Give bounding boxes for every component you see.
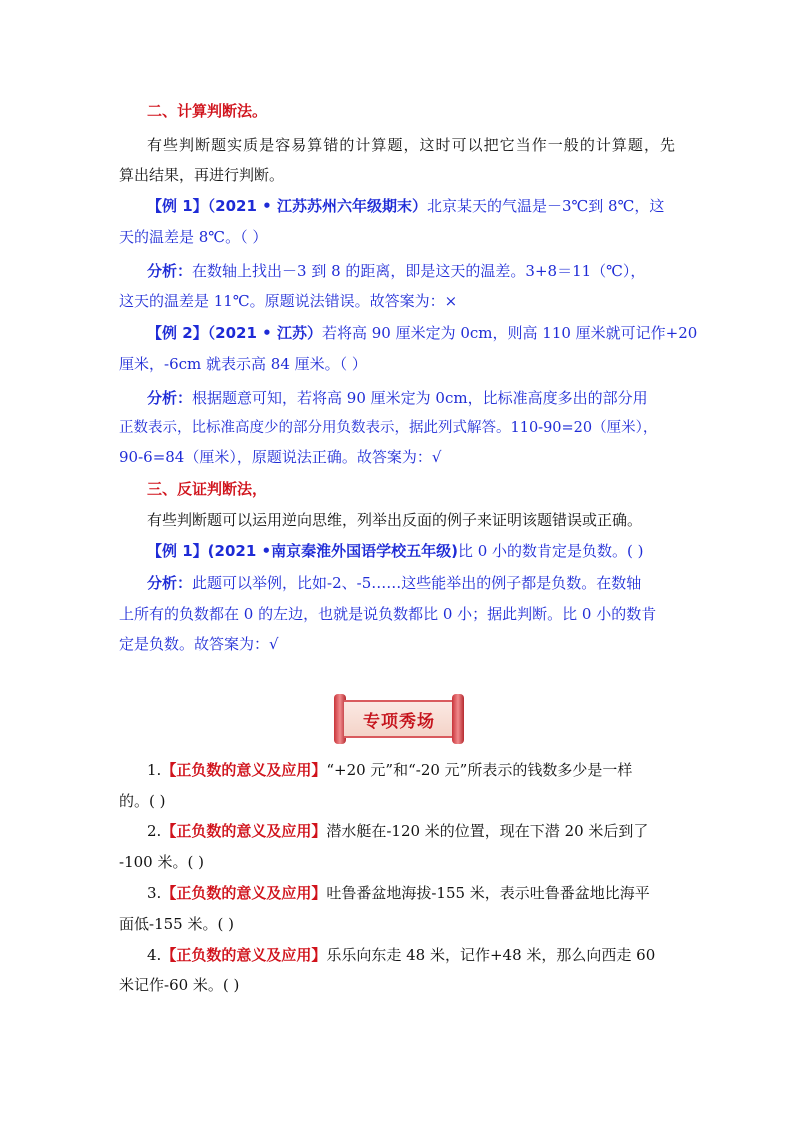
example-question: 若将高 90 厘米定为 0cm，则高 110 厘米就可记作+20: [321, 324, 698, 342]
example-tag: 【例 2】: [147, 324, 208, 342]
section-intro-line2: 算出结果，再进行判断。: [119, 166, 285, 184]
exercise-number: 2.: [147, 822, 162, 840]
example-source: (2021 •南京秦淮外国语学校五年级): [207, 542, 458, 560]
example-2-1-analysis-line2: 这天的温差是 11℃。原题说法错误。故答案为：×: [119, 292, 458, 310]
exercise-text: “+20 元”和“-20 元”所表示的钱数多少是一样: [326, 761, 633, 779]
exercise-tag: 【正负数的意义及应用】: [161, 822, 327, 840]
exercise-2-line1: [147, 821, 677, 841]
example-2-1-question-line2: 天的温差是 8℃。（ ）: [119, 228, 268, 246]
example-2-1-question-line1: [147, 196, 677, 216]
section-banner: [334, 694, 464, 744]
exercise-4-line1: [147, 945, 677, 965]
exercise-3-line1: [147, 883, 677, 903]
exercise-number: 3.: [147, 884, 162, 902]
section3-intro: 有些判断题可以运用逆向思维，列举出反面的例子来证明该题错误或正确。: [147, 511, 643, 529]
section-heading-proof: 三、反证判断法，: [147, 480, 268, 498]
example-2-1-analysis-line1: [147, 261, 677, 281]
example-3-1-analysis-line3: 定是负数。故答案为：√: [119, 635, 279, 653]
example-2-2-analysis-line1: [147, 388, 677, 408]
exercise-tag: 【正负数的意义及应用】: [161, 884, 327, 902]
analysis-text: 根据题意可知，若将高 90 厘米定为 0cm，比标准高度多出的部分用: [192, 389, 648, 407]
example-tag: 【例 1】: [147, 197, 208, 215]
example-2-2-analysis-line3: 90-6=84（厘米），原题说法正确。故答案为：√: [119, 448, 442, 466]
example-2-2-analysis-line2: 正数表示，比标准高度少的部分用负数表示，据此列式解答。110-90=20（厘米），: [119, 420, 658, 436]
exercise-text: 吐鲁番盆地海拔-155 米，表示吐鲁番盆地比海平: [326, 884, 650, 902]
exercise-text: 潜水艇在-120 米的位置，现在下潜 20 米后到了: [326, 822, 649, 840]
example-source: （2021 • 江苏苏州六年级期末）: [207, 197, 427, 215]
analysis-label: 分析：: [147, 262, 193, 280]
banner-title: 专项秀场: [363, 712, 435, 732]
exercise-1-line2: 的。( ): [119, 792, 166, 810]
exercise-1-line1: [147, 760, 677, 780]
example-question: 比 0 小的数肯定是负数。( ): [457, 542, 644, 560]
analysis-label: 分析：: [147, 389, 193, 407]
exercise-text: 乐乐向东走 48 米，记作+48 米，那么向西走 60: [326, 946, 656, 964]
analysis-label: 分析：: [147, 574, 193, 592]
section-intro-line1: 有些判断题实质是容易算错的计算题，这时可以把它当作一般的计算题，先: [147, 136, 675, 154]
analysis-text: 在数轴上找出－3 到 8 的距离，即是这天的温差。3+8＝11（℃），: [192, 262, 646, 280]
example-tag: 【例 1】: [147, 542, 208, 560]
analysis-text: 此题可以举例，比如-2、-5……这些能举出的例子都是负数。在数轴: [192, 574, 642, 592]
exercise-2-line2: -100 米。( ): [119, 853, 204, 871]
example-3-1-analysis-line1: [147, 573, 677, 593]
example-source: （2021 • 江苏）: [207, 324, 322, 342]
exercise-4-line2: 米记作-60 米。( ): [119, 976, 240, 994]
example-2-2-question-line1: [147, 323, 698, 343]
exercise-tag: 【正负数的意义及应用】: [161, 946, 327, 964]
example-2-2-question-line2: 厘米，-6cm 就表示高 84 厘米。（ ）: [119, 355, 367, 373]
exercise-number: 4.: [147, 946, 162, 964]
example-question: 北京某天的气温是－3℃到 8℃，这: [426, 197, 665, 215]
exercise-3-line2: 面低-155 米。( ): [119, 915, 234, 933]
exercise-tag: 【正负数的意义及应用】: [161, 761, 327, 779]
exercise-number: 1.: [147, 761, 162, 779]
example-3-1-question: [147, 541, 677, 561]
section-heading-calc: 二、计算判断法。: [147, 102, 268, 120]
example-3-1-analysis-line2: 上所有的负数都在 0 的左边，也就是说负数都比 0 小；据此判断。比 0 小的数肯: [119, 605, 657, 623]
